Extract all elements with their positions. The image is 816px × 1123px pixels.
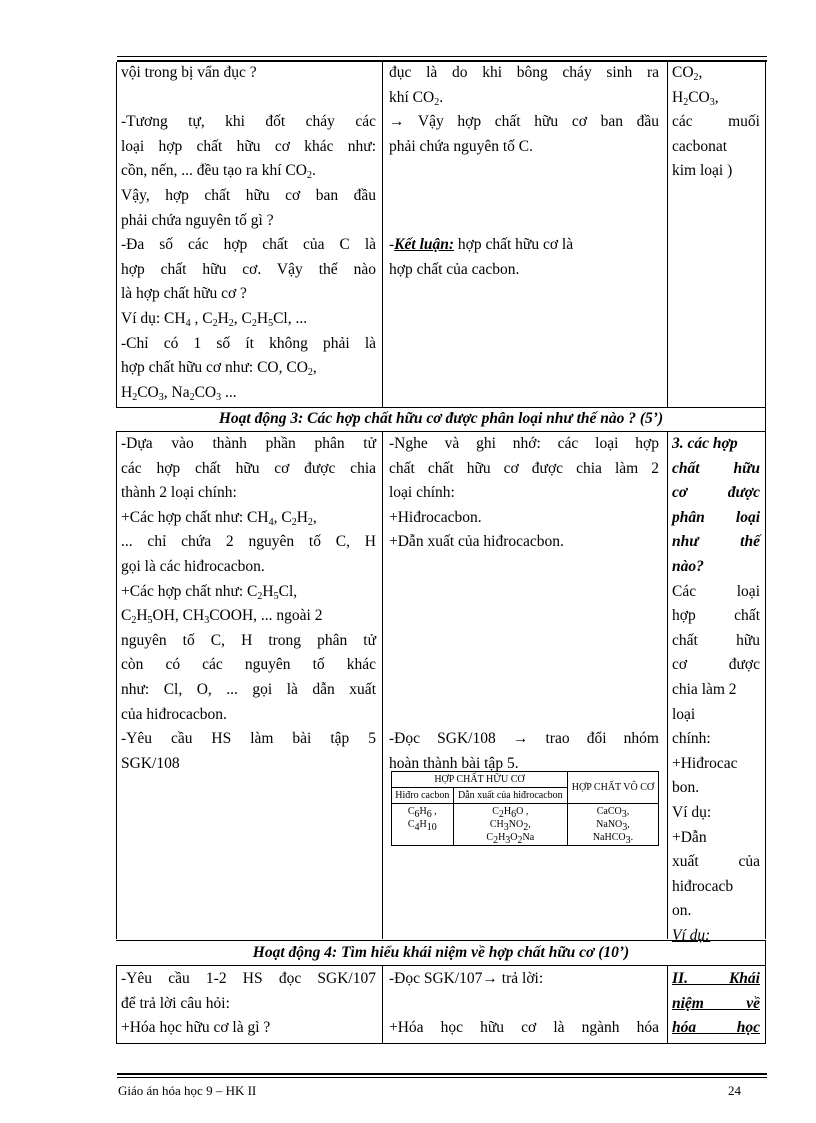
row2-col3-text: 3. các hợp chất hữu cơ được phân loại như thế nào? Các loại hợp chất chất hữu cơ được chia làm 2 loại chính: +Hiđrocac bon. Ví dụ: +Dẫn xuất của hiđrocacb on. Ví dụ: bbox=[672, 435, 760, 944]
column-divider-1 bbox=[382, 62, 383, 407]
activity-4-heading: Hoạt động 4: Tìm hiểu khái niệm về hợp chất hữu cơ (10’) bbox=[252, 944, 630, 961]
mini-cell-inorganic: CaCO$_3$, NaNO$_3$, NaHCO$_3$. bbox=[567, 804, 658, 846]
table-border-left bbox=[116, 62, 117, 407]
table-border-right bbox=[765, 62, 766, 407]
row3-col2-text: -Đọc SGK/107→ trả lời: +Hóa học hữu cơ là ngành hóa bbox=[389, 970, 659, 1037]
mini-header-inorganic: HỢP CHẤT VÔ CƠ bbox=[567, 772, 658, 804]
mini-cell-derivative: $C_2H_6O$ , $CH_3NO_2$, $C_2H_3O_2Na$ bbox=[453, 804, 567, 846]
row3-col1-text: -Yêu cầu 1-2 HS đọc SGK/107 để trả lời câu hỏi: +Hóa học hữu cơ là gì ? bbox=[121, 970, 376, 1037]
column-divider-2 bbox=[667, 62, 668, 407]
mini-subheader-derivative: Dẫn xuất của hiđrocacbon bbox=[453, 788, 567, 804]
table-border-right bbox=[765, 431, 766, 939]
column-divider-2 bbox=[667, 431, 668, 939]
activity-3-heading: Hoạt động 3: Các hợp chất hữu cơ được phân loại như thế nào ? (5’) bbox=[218, 410, 664, 427]
classification-table bbox=[391, 771, 659, 846]
mini-subheader-hydrocarbon: Hiđro cacbon bbox=[392, 788, 454, 804]
row-divider bbox=[116, 407, 766, 408]
row1-col3-text: $CO_2$, $H_2CO_3$, các muối cacbonat kim loại ) bbox=[672, 64, 760, 180]
row-divider bbox=[116, 940, 766, 941]
mini-cell-hydrocarbon: $C_6H_6$ , $C_4H_{10}$ bbox=[392, 804, 454, 846]
footer-rule-top bbox=[117, 1073, 767, 1075]
table-border-right bbox=[765, 965, 766, 1043]
row-divider bbox=[116, 965, 766, 966]
column-divider-2 bbox=[667, 965, 668, 1043]
mini-header-organic: HỢP CHẤT HỮU CƠ bbox=[392, 772, 568, 788]
row3-col3-text: II. Khái niệm về hóa học bbox=[672, 970, 760, 1037]
row2-col1-text: -Dựa vào thành phần phân tử các hợp chất hữu cơ được chia thành 2 loại chính: +Các hợp chất như: $CH_4$, $C_2H_2$, ... chỉ chứa 2 nguyên tố C, H gọi là các hiđrocacbon. +Các hợp chất như: $C_2H_5Cl$, $C_2H_5OH$, $CH_3COOH$, ... ngoài 2 nguyên tố C, H trong phân tử còn có các nguyên tố khác như: Cl, O, ... gọi là dẫn xuất của hiđrocacbon. -Yêu cầu HS làm bài tập 5 SGK/108 bbox=[121, 435, 376, 772]
page-number: 24 bbox=[728, 1083, 741, 1098]
column-divider-1 bbox=[382, 431, 383, 939]
footer-title: Giáo án hóa học 9 – HK II bbox=[118, 1083, 257, 1098]
table-border-left bbox=[116, 431, 117, 939]
table-border-bottom bbox=[116, 1043, 766, 1044]
footer-rule-bottom bbox=[117, 1077, 767, 1078]
header-rule-top bbox=[117, 56, 767, 57]
table-border-left bbox=[116, 965, 117, 1043]
row1-col2-text: đục là do khi bông cháy sinh ra khí $CO_2$. → Vậy hợp chất hữu cơ ban đầu phải chứa nguyên tố C. -Kết luận: hợp chất hữu cơ là hợp chất của cacbon. bbox=[389, 64, 659, 278]
row2-col2-text: -Nghe và ghi nhớ: các loại hợp chất chất hữu cơ được chia làm 2 loại chính: +Hiđrocacbon. +Dẫn xuất của hiđrocacbon. -Đọc SGK/108 → trao đổi nhóm hoàn thành bài tập 5. bbox=[389, 435, 659, 772]
row1-col1-text: vội trong bị vẩn đục ? -Tương tự, khi đốt cháy các loại hợp chất hữu cơ khác như: cồn, nến, ... đều tạo ra khí $CO_2$. Vậy, hợp chất hữu cơ ban đầu phải chứa nguyên tố gì ? -Đa số các hợp chất của C là hợp chất hữu cơ. Vậy thế nào là hợp chất hữu cơ ? Ví dụ: $CH_4$ , $C_2H_2$, $C_2H_5Cl$, ... -Chỉ có 1 số ít không phải là hợp chất hữu cơ như: CO, $CO_2$, $H_2CO_3$, $Na_2CO_3$ ... bbox=[121, 64, 376, 403]
column-divider-1 bbox=[382, 965, 383, 1043]
